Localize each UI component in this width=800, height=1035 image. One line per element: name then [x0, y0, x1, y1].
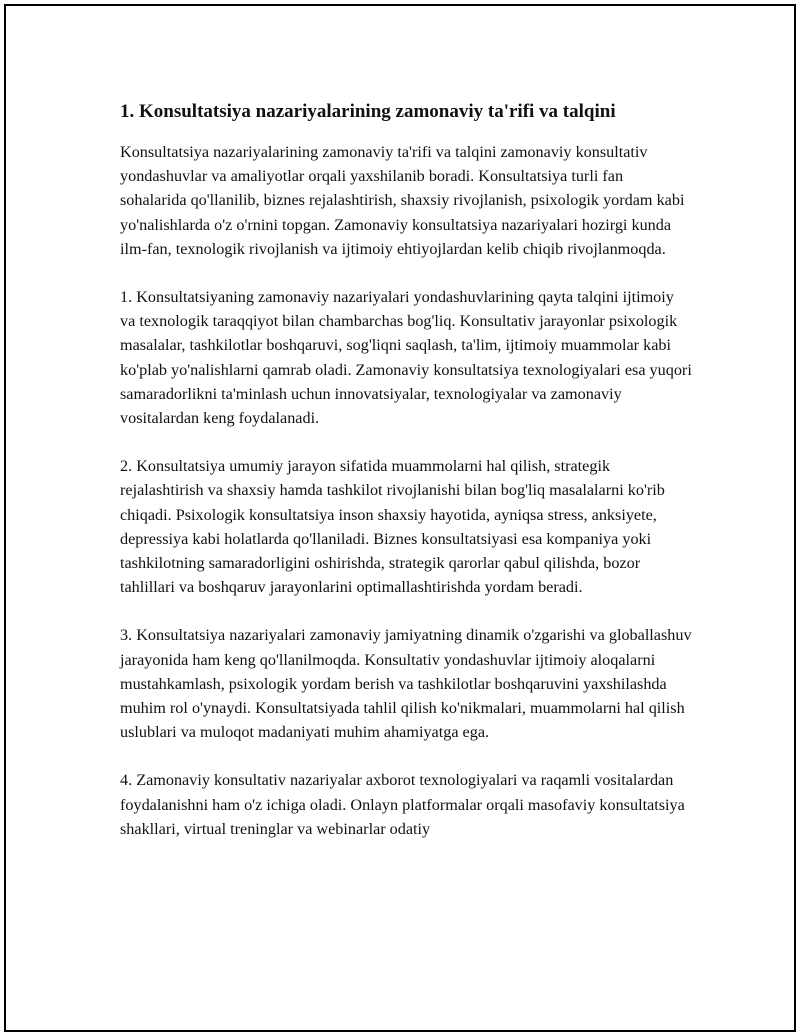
paragraph-3: 3. Konsultatsiya nazariyalari zamonaviy jamiyatning dinamik o'zgarishi va globallashuv jarayonida ham keng qo'llanilmoqda. Konsultativ yondashuvlar ijtimoiy aloqalarni mustahkamlash, psixologik yordam berish va tashkilotlar boshqaruvini yaxshilashda muhim rol o'ynaydi. Konsultatsiyada tahlil qilish ko'nikmalari, muammolarni hal qilish uslublari va muloqot madaniyati muhim ahamiyatga ega.: [120, 626, 692, 742]
section-heading: 1. Konsultatsiya nazariyalarining zamonaviy ta'rifi va talqini: [120, 101, 616, 122]
page-border: [4, 4, 796, 1032]
paragraph-2: 2. Konsultatsiya umumiy jarayon sifatida muammolarni hal qilish, strategik rejalashtirish va shaxsiy hamda tashkilot rivojlanishi bilan bog'liq masalalarni ko'rib chiqadi. Psixologik konsultatsiya inson shaxsiy hayotida, ayniqsa stress, anksiyete, depressiya kabi holatlarda qo'llaniladi. Biznes konsultatsiyasi esa kompaniya yoki tashkilotning samaradorligini oshirishda, strategik qarorlar qabul qilishda, bozor tahlillari va boshqaruv jarayonlarini optimallashtirishda yordam beradi.: [120, 457, 665, 597]
document-body: [120, 99, 692, 865]
paragraph-1: 1. Konsultatsiyaning zamonaviy nazariyalari yondashuvlarining qayta talqini ijtimoiy va texnologik taraqqiyot bilan chambarchas bog'liq. Konsultativ jarayonlar psixologik masalalar, tashkilotlar boshqaruvi, sog'liqni saqlash, ta'lim, ijtimoiy muammolar kabi ko'plab yo'nalishlarni qamrab oladi. Zamonaviy konsultatsiya texnologiyalari esa yuqori samaradorlikni ta'minlash uchun innovatsiyalar, texnologiyalar va zamonaviy vositalardan keng foydalanadi.: [120, 288, 692, 428]
paragraph-4: 4. Zamonaviy konsultativ nazariyalar axborot texnologiyalari va raqamli vositalardan foydalanishni ham o'z ichiga oladi. Onlayn platformalar orqali masofaviy konsultatsiya shakllari, virtual treninglar va webinarlar odatiy: [120, 771, 685, 838]
intro-paragraph: Konsultatsiya nazariyalarining zamonaviy ta'rifi va talqini zamonaviy konsultativ yondashuvlar va amaliyotlar orqali yaxshilanib boradi. Konsultatsiya turli fan sohalarida qo'llanilib, biznes rejalashtirish, shaxsiy rivojlanish, psixologik yordam kabi yo'nalishlarda o'z o'rnini topgan. Zamonaviy konsultatsiya nazariyalari hozirgi kunda ilm-fan, texnologik rivojlanish va ijtimoiy ehtiyojlardan kelib chiqib rivojlanmoqda.: [120, 143, 685, 258]
